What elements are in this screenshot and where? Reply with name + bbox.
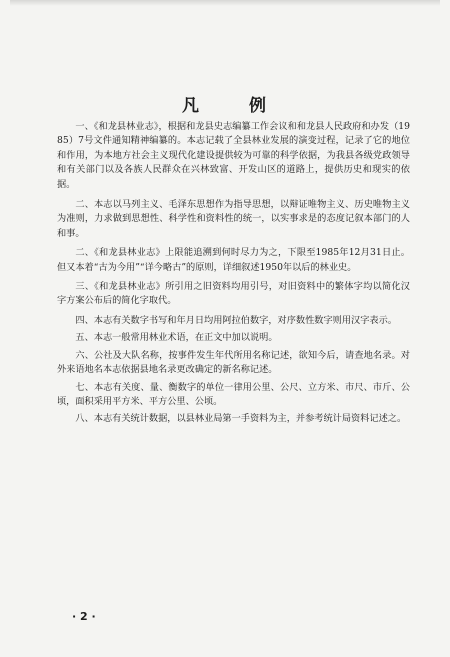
title-char-1: 凡 (182, 96, 201, 116)
paragraph-2: 二、本志以马列主义、毛泽东思想作为指导思想，以辩证唯物主义、历史唯物主义为准则，力求做到思想性、科学性和资料性的统一，以实事求是的态度记叙本部门的人和事。 (57, 199, 410, 239)
title-char-2: 例 (249, 96, 268, 116)
paragraph-9: 八、本志有关统计数据，以县林业局第一手资料为主，并参考统计局资料记述之。 (75, 413, 407, 425)
paragraph-8: 七、本志有关度、量、衡数字的单位一律用公里、公尺、立方米、市尺、市斤、公顷，面积采用平方米、平方公里、公顷。 (57, 381, 410, 407)
page-number: · 2 · (72, 610, 96, 623)
scan-edge-shadow (10, 0, 440, 6)
document-body (57, 120, 410, 430)
paragraph-6: 五、本志一般常用林业术语，在正文中加以说明。 (75, 332, 278, 344)
paragraph-5: 四、本志有关数字书写和年月日均用阿拉伯数字，对序数性数字则用汉字表示。 (75, 314, 397, 326)
paragraph-4: 三、《和龙县林业志》所引用之旧资料均用引号，对旧资料中的繁体字均以简化汉字方案公布后的简化字取代。 (57, 281, 410, 307)
page-title (0, 91, 450, 116)
paragraph-3: 二、《和龙县林业志》上限能追溯到何时尽力为之，下限至1985年12月31日止。但又本着“古为今用”“详今略古”的原则，详细叙述1950年以后的林业史。 (57, 247, 410, 273)
paragraph-7: 六、公社及大队名称，按事件发生年代所用名称记述，欲知今后，请查地名录。对外来语地名本志依据县地名录更改确定的新名称记述。 (57, 349, 410, 376)
paragraph-1: 一、《和龙县林业志》，根据和龙县史志编纂工作会议和和龙县人民政府和办发（1985）7号文件通知精神编纂的。本志记载了全县林业发展的演变过程，记录了它的地位和作用，为本地方社会主义现代化建设提供较为可靠的科学依据，为我县各级党政领导和有关部门以及各族人民群众在兴林致富、开发山区的道路上，提供历史和现实的依据。 (57, 121, 410, 190)
